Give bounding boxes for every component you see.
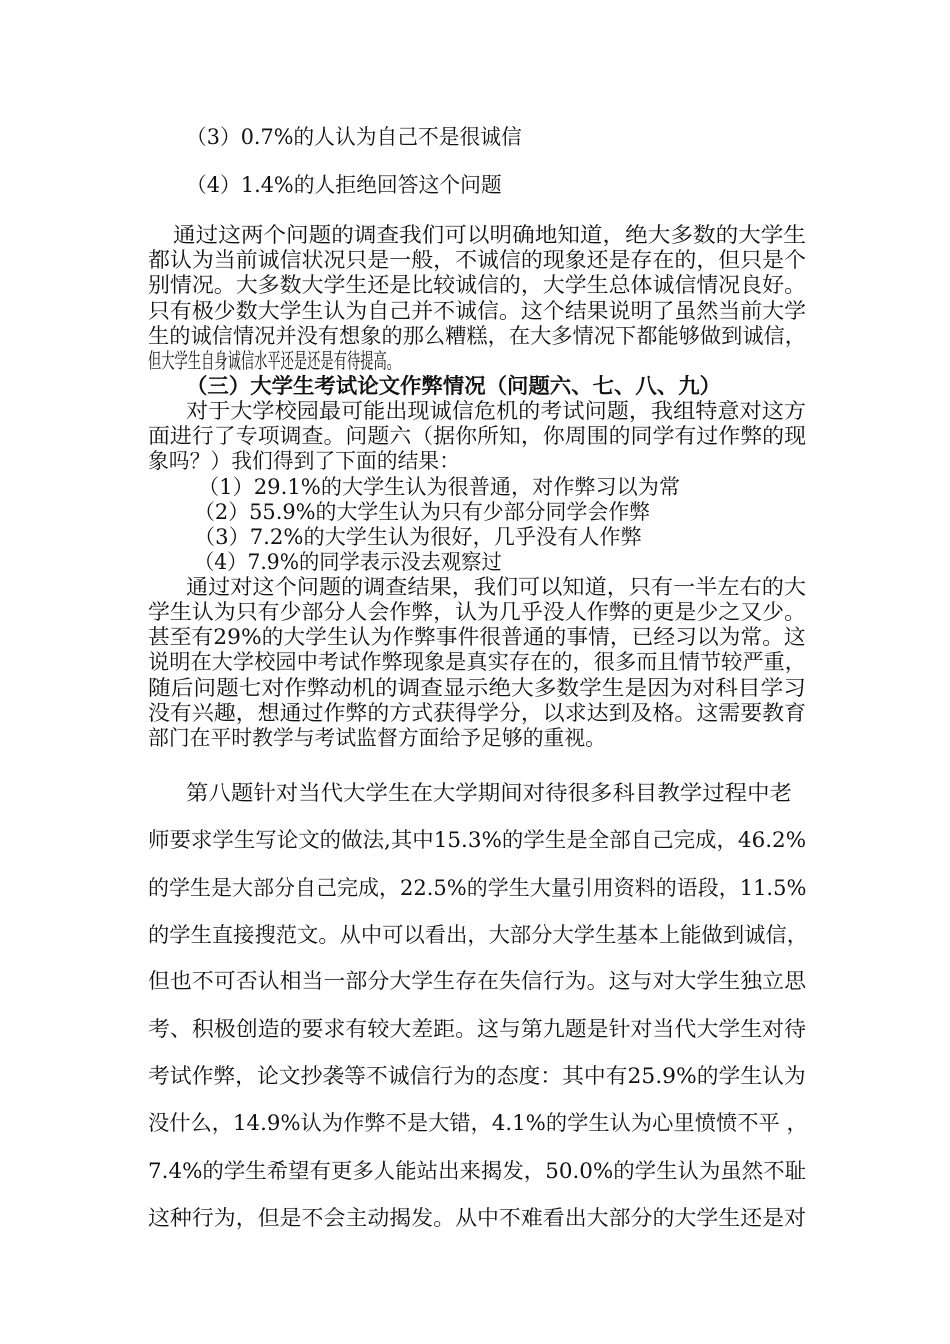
text-line: 第八题针对当代大学生在大学期间对待很多科目教学过程中老 xyxy=(186,781,792,805)
text-line: 学生认为只有少部分人会作弊，认为几乎没人作弊的更是少之又少。 xyxy=(148,600,806,624)
text-line: 说明在大学校园中考试作弊现象是真实存在的，很多而且情节较严重， xyxy=(148,650,806,674)
text-line: 但大学生自身诚信水平还是还是有待提高。 xyxy=(148,349,400,373)
text-line: 的学生是大部分自己完成，22.5%的学生大量引用资料的语段，11.5% xyxy=(148,876,807,900)
text-line: 通过这两个问题的调查我们可以明确地知道，绝大多数的大学生 xyxy=(173,223,806,247)
text-line: （3）0.7%的人认为自己不是很诚信 xyxy=(186,125,522,149)
text-line: （2）55.9%的大学生认为只有少部分同学会作弊 xyxy=(194,500,651,524)
text-line: 生的诚信情况并没有想象的那么糟糕，在大多情况下都能够做到诚信， xyxy=(148,324,806,348)
text-line: 考试作弊，论文抄袭等不诚信行为的态度：其中有25.9%的学生认为 xyxy=(148,1064,806,1088)
text-line: 没什么，14.9%认为作弊不是大错，4.1%的学生认为心里愤愤不平 ， xyxy=(148,1111,808,1135)
text-line: 甚至有29%的大学生认为作弊事件很普通的事情，已经习以为常。这 xyxy=(148,625,806,649)
text-line: 对于大学校园最可能出现诚信危机的考试问题，我组特意对这方 xyxy=(186,399,806,423)
text-line: 通过对这个问题的调查结果，我们可以知道，只有一半左右的大 xyxy=(186,575,806,599)
text-line: 的学生直接搜范文。从中可以看出，大部分大学生基本上能做到诚信， xyxy=(148,923,809,947)
section-heading: （三）大学生考试论文作弊情况（问题六、七、八、九） xyxy=(186,373,721,398)
text-line: 没有兴趣，想通过作弊的方式获得学分，以求达到及格。这需要教育 xyxy=(148,701,806,725)
text-line: 考、积极创造的要求有较大差距。这与第九题是针对当代大学生对待 xyxy=(148,1017,806,1041)
text-line: 别情况。大多数大学生还是比较诚信的，大学生总体诚信情况良好。 xyxy=(148,273,806,297)
text-line: 都认为当前诚信状况只是一般，不诚信的现象还是存在的，但只是个 xyxy=(148,248,806,272)
text-line: （4）1.4%的人拒绝回答这个问题 xyxy=(186,173,502,197)
text-line: 象吗？）我们得到了下面的结果： xyxy=(148,449,460,473)
text-line: 但也不可否认相当一部分大学生存在失信行为。这与对大学生独立思 xyxy=(148,969,806,993)
text-line: （3）7.2%的大学生认为很好，几乎没有人作弊 xyxy=(194,525,642,549)
text-line: 这种行为，但是不会主动揭发。从中不难看出大部分的大学生还是对 xyxy=(148,1206,806,1230)
text-line: 随后问题七对作弊动机的调查显示绝大多数学生是因为对科目学习 xyxy=(148,676,806,700)
text-line: （1）29.1%的大学生认为很普通，对作弊习以为常 xyxy=(198,475,681,499)
text-line: 部门在平时教学与考试监督方面给予足够的重视。 xyxy=(148,726,606,750)
text-line: 7.4%的学生希望有更多人能站出来揭发，50.0%的学生认为虽然不耻 xyxy=(148,1159,807,1183)
text-line: 面进行了专项调查。问题六（据你所知，你周围的同学有过作弊的现 xyxy=(148,424,806,448)
text-line: 师要求学生写论文的做法,其中15.3%的学生是全部自己完成，46.2% xyxy=(148,828,807,852)
text-line: （4）7.9%的同学表示没去观察过 xyxy=(194,550,502,574)
text-line: 只有极少数大学生认为自己并不诚信。这个结果说明了虽然当前大学 xyxy=(148,299,806,323)
